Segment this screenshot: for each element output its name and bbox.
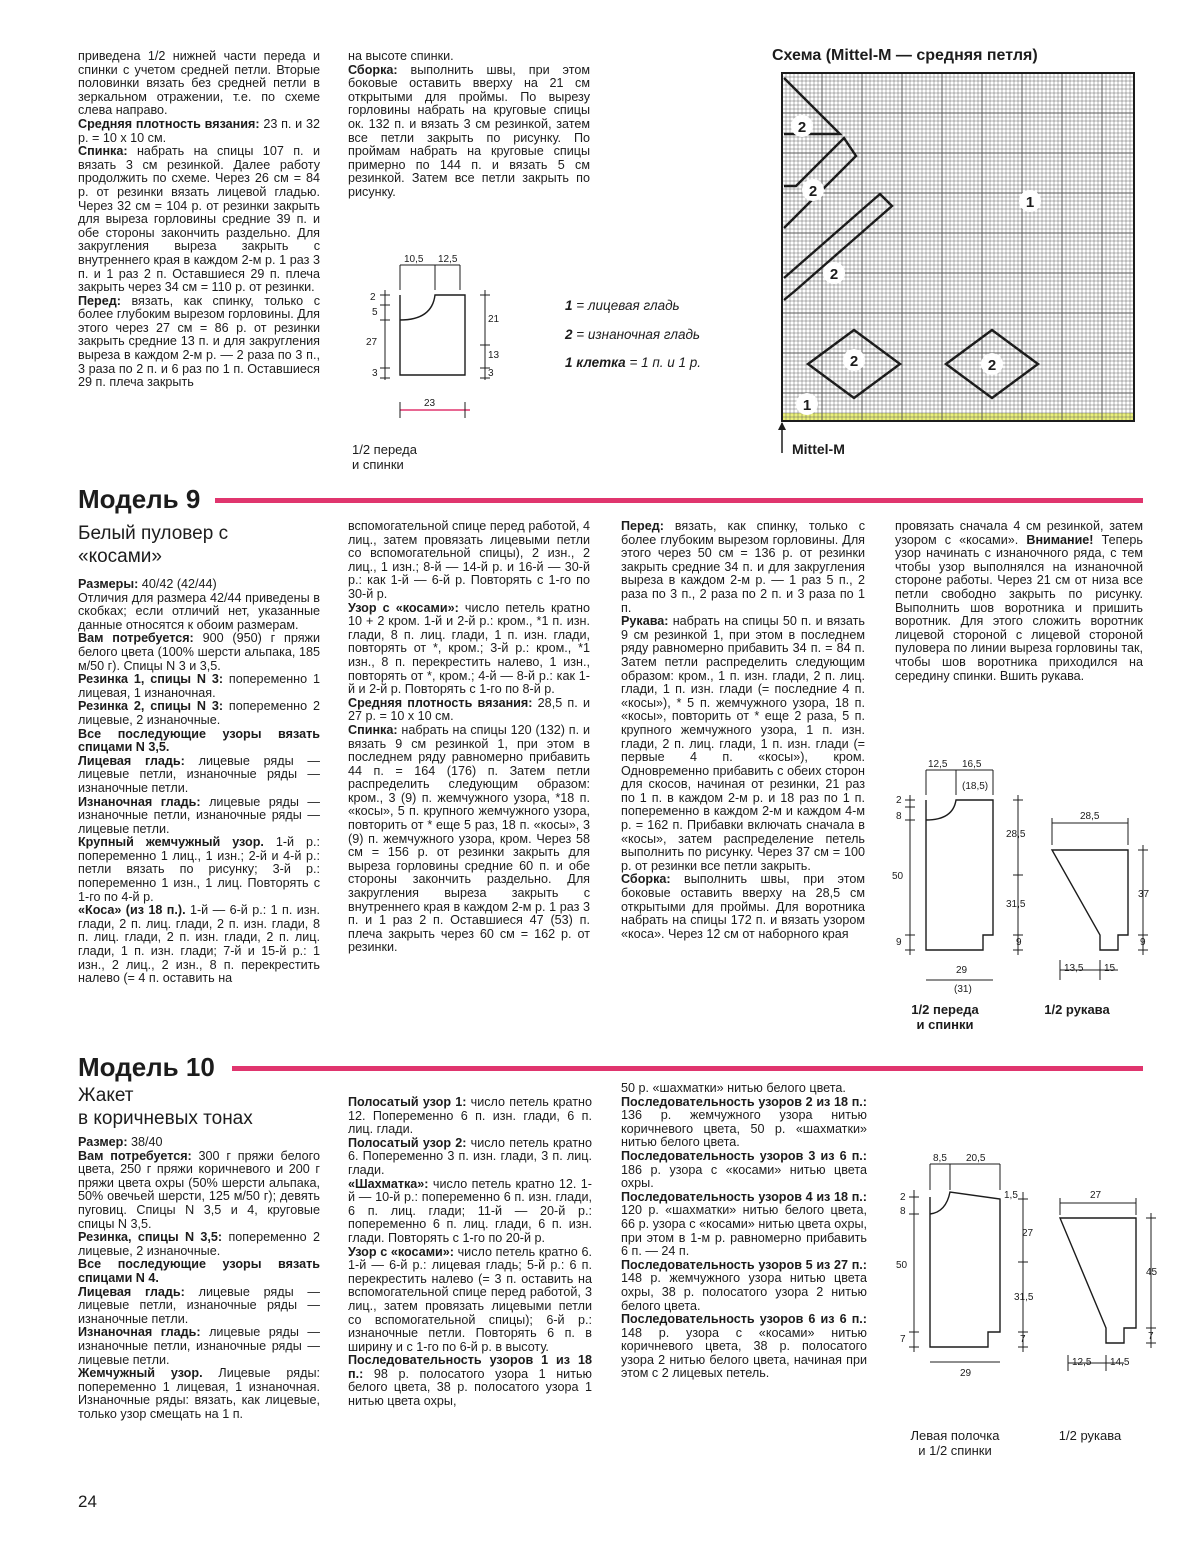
paragraph: Крупный жемчужный узор. 1-й р.: попеременно 1 лиц., 1 изн.; 2-й и 4-й р.: петли вязать по рисунку; 3-й р.: попеременно 1 изн., 1 лиц. Повторять с 1-го по 4-й р. xyxy=(78,835,320,904)
dim-label: 45 xyxy=(1146,1267,1158,1278)
paragraph xyxy=(78,728,320,755)
schema-label: 2 xyxy=(797,119,807,136)
paragraph: вспомогательной спице перед работой, 4 лиц., затем провязать лицевыми петли со вспомогательной спицы), 2 изн., 2 лиц., 1 изн.; 8-й — 14-й р. и 16-й — 30-й р.: как 1-й — 6-й р. Повторять с 1-го по 30-й р. xyxy=(348,519,590,601)
page-number: 24 xyxy=(78,1492,97,1511)
dim-label: 2 xyxy=(370,292,376,303)
model10-body-diagram xyxy=(888,1152,1038,1392)
paragraph-lead: Сборка: xyxy=(348,62,398,77)
model9-col2 xyxy=(348,520,590,955)
dim-label: 13,5 xyxy=(1064,963,1084,974)
dim-label: 9 xyxy=(896,937,902,948)
paragraph-lead: Последовательность узоров 2 из 18 п.: xyxy=(621,1094,867,1109)
model10-subtitle: Жакет в коричневых тонах xyxy=(78,1085,253,1129)
paragraph-lead: Спинка: xyxy=(348,722,398,737)
model9-col4 xyxy=(895,520,1143,683)
model10-col1 xyxy=(78,1136,320,1421)
dim-label: 12,5 xyxy=(1072,1357,1092,1368)
legend-item-1: 1 = лицевая гладь xyxy=(565,298,680,313)
model10-sleeve-caption: 1/2 рукава xyxy=(1058,1428,1122,1443)
dim-label: 13 xyxy=(488,350,500,361)
paragraph-lead: Последовательность узоров 5 из 27 п.: xyxy=(621,1257,867,1272)
paragraph-lead: Вам потребуется: xyxy=(78,631,194,646)
paragraph: Перед: вязать, как спинку, только с более глубоким вырезом горловины. Для этого через 27 см = 86 р. от резинки закрыть средние 13 п. и для закругления выреза в каждом 2-м р. — 2 раза по 3 п., 3 раза по 2 п. и 6 раз по 1 п. Оставшиеся 29 п. плеча закрыть xyxy=(78,293,320,390)
paragraph-lead: Лицевая гладь: xyxy=(78,753,185,768)
schema-label: 2 xyxy=(808,183,818,200)
dim-label: 7 xyxy=(1148,1331,1154,1342)
paragraph: Спинка: набрать на спицы 120 (132) п. и вязать 9 см резинкой 1, при этом в последнем ряду равномерно прибавить 44 п. = 164 (176) п. Затем петли распределить следующим образом: кром., 3 (9) п. жемчужного узора, *18 п. «косы», 5 п. крупного жемчужного узора, повторить от * еще 5 раз, 18 п. «косы», 3 (9) п. жемчужного узора, кром. Через 58 см = 156 р. от резинки закрыть для выреза горловины средние 60 п. и обе стороны закончить раздельно. Для закругления выреза закрыть с внутреннего края в каждом 2-м р. 1 раз 3 п. и 1 раз 2 п. Оставшиеся 47 (53) п. плеча закрыть через 60 см = 162 р. от резинки. xyxy=(348,722,590,955)
dim-label: 9 xyxy=(1016,937,1022,948)
model9-rule xyxy=(215,498,1143,503)
paragraph: Средняя плотность вязания: 23 п. и 32 р. = 10 х 10 см. xyxy=(78,116,320,145)
model10-sleeve-diagram xyxy=(1038,1183,1163,1383)
model9-body-caption: 1/2 переда и спинки xyxy=(911,1002,979,1032)
paragraph: Рукава: набрать на спицы 50 п. и вязать 9 см резинкой 1, при этом в последнем ряду равномерно прибавить 34 п. = 84 п. Затем петли распределить следующим образом: кром., 1 п. изн. глади, 2 п. лиц. глади, 1 п. изн. глади (= последние 4 п. «косы»), * 5 п. жемчужного узора, 18 п. «косы», повторить от * еще 2 раза, 5 п. крупного жемчужного узора, 1 п. изн. глади, 2 п. лиц. глади, 1 п. изн. глади (= первые 4 п. «косы»), кром. Одновременно прибавить с обеих сторон для скосов, начиная от резинки, 21 раз по 1 п. в каждом 2-м р. и 18 раз по 1 п. попеременно в каждом 2-м и каждом 4-м р. = 162 п. Прибавки включать сначала в «косы», затем распределение петель выполнить по рисунку. Через 37 см = 100 р. от резинки все петли закрыть. xyxy=(621,614,865,873)
dim-label: 5 xyxy=(372,307,378,318)
paragraph: Резинка 1, спицы N 3: попеременно 1 лицевая, 1 изнаночная. xyxy=(78,672,320,700)
dim-label: 8,5 xyxy=(933,1153,947,1164)
dim-label: 29 xyxy=(960,1368,972,1379)
paragraph-lead: Жемчужный узор. xyxy=(78,1366,203,1381)
paragraph-lead: Размер: xyxy=(78,1135,128,1149)
schema-title: Схема (Mittel-M — средняя петля) xyxy=(772,47,1038,64)
dim-label: 8 xyxy=(900,1206,906,1217)
paragraph-lead: Лицевая гладь: xyxy=(78,1284,185,1299)
dim-label: 21 xyxy=(488,314,500,325)
paragraph-lead: Узор с «косами»: xyxy=(348,1244,454,1259)
paragraph-lead: Перед: xyxy=(621,519,664,533)
model10-heading: Модель 10 xyxy=(78,1052,215,1082)
dim-label: 9 xyxy=(1140,937,1146,948)
schema-label: 2 xyxy=(829,266,839,283)
paragraph: Резинка 2, спицы N 3: попеременно 2 лицевые, 2 изнаночные. xyxy=(78,699,320,727)
dim-label: (31) xyxy=(954,984,972,995)
paragraph: Изнаночная гладь: лицевые ряды — изнаночные петли, изнаночные ряды — лицевые петли. xyxy=(78,794,320,836)
dim-label: 29 xyxy=(956,965,968,976)
paragraph: Размеры: 40/42 (42/44) xyxy=(78,577,217,591)
paragraph: 50 р. «шахматки» нитью белого цвета. xyxy=(621,1081,846,1095)
paragraph-lead: Резинка 2, спицы N 3: xyxy=(78,699,224,714)
dim-label: 20,5 xyxy=(966,1153,986,1164)
dim-label: 37 xyxy=(1138,889,1150,900)
paragraph-lead: Рукава: xyxy=(621,614,669,629)
model9-heading: Модель 9 xyxy=(78,484,201,514)
paragraph-lead: Все последующие узоры вязать спицами N 4. xyxy=(78,1257,320,1285)
top-col2 xyxy=(348,50,590,200)
paragraph: Вам потребуется: 300 г пряжи белого цвета, 250 г пряжи коричневого и 200 г пряжи цвета охры (50% шерсти альпака, 50% овечьей шерсти, 125 м/50 г); девять пуговиц. Спицы N 3,5 и 4, круговые спицы N 3,5. xyxy=(78,1148,320,1231)
paragraph-lead: Полосатый узор 1: xyxy=(348,1095,467,1109)
paragraph-lead: Перед: xyxy=(78,293,121,308)
paragraph: Узор с «косами»: число петель кратно 10 + 2 кром. 1-й и 2-й р.: кром., *1 п. изн. глади, 8 п. лиц. глади, 1 п. изн. глади, повторять от *, кром.; 3-й р.: кром., *1 изн., 8 п. перекрестить налево, 1 изн., повторять от *, кром.; 4-й — 8-й р.: как 1-й и 2-й р. Повторять с 1-го по 8-й р. xyxy=(348,600,590,697)
top-col1 xyxy=(78,50,320,390)
model9-col3 xyxy=(621,520,865,941)
model10-col2 xyxy=(348,1096,592,1409)
paragraph-lead: Последовательность узоров 3 из 6 п.: xyxy=(621,1148,867,1163)
dim-label: 7 xyxy=(900,1334,906,1345)
paragraph: Лицевая гладь: лицевые ряды — лицевые петли, изнаночные ряды — изнаночные петли. xyxy=(78,753,320,795)
dim-label: 3 xyxy=(488,368,494,379)
dim-label: 50 xyxy=(896,1260,908,1271)
paragraph-lead: Полосатый узор 2: xyxy=(348,1135,467,1150)
paragraph-lead: Изнаночная гладь: xyxy=(78,1325,201,1340)
paragraph-lead: Последовательность узоров 6 из 6 п.: xyxy=(621,1312,867,1327)
paragraph: провязать сначала 4 см резинкой, затем узором с «косами». Внимание! Теперь узор начинать с изнаночного ряда, с тем чтобы узор выполнялся на изнаночной стороне работы. Через 21 см от низа все петли свободно закрыть по рисунку. Выполнить шов воротника и пришить воротник. Для этого сложить воротник лицевой стороной с лицевой стороной пуловера по линии выреза горловины так, чтобы шов воротника приходился на середину спинки. Вшить рукава. xyxy=(895,519,1143,683)
paragraph: Последовательность узоров 5 из 27 п.: 148 р. жемчужного узора нитью цвета охры, 38 р. полосатого узора 2 нитью белого цвета. xyxy=(621,1257,867,1313)
paragraph-lead: Резинка 1, спицы N 3: xyxy=(78,672,224,687)
paragraph xyxy=(78,1258,320,1285)
paragraph: «Коса» (из 18 п.). 1-й — 6-й р.: 1 п. изн. глади, 2 п. лиц. глади, 2 п. изн. глади, 8 п. лиц. глади, 2 п. изн. глади, 2 п. лиц. глади, 1 п. изн. глади; 7-й и 15-й р.: 1 изн., 2 лиц., 2 изн., 8 п. перекрестить налево (= 4 п. оставить на xyxy=(78,903,320,986)
dim-label: 10,5 xyxy=(404,254,424,265)
paragraph: Последовательность узоров 6 из 6 п.: 148 р. узора с «косами» нитью коричневого цвета, 38 р. полосатого узора 2 нитью белого цвета, начиная при этом с 2 лицевых петель. xyxy=(621,1312,867,1381)
dim-label: 7 xyxy=(1020,1334,1026,1345)
paragraph-emphasis: Внимание! xyxy=(1026,532,1094,547)
model9-sleeve-diagram xyxy=(1030,805,1155,990)
dim-label: 15 xyxy=(1104,963,1116,974)
dim-label: 28,5 xyxy=(1006,829,1026,840)
dim-label: 14,5 xyxy=(1110,1357,1130,1368)
paragraph: «Шахматка»: число петель кратно 12. 1-й — 10-й р.: попеременно 6 п. изн. глади, 6 п. лиц. глади; 11-й — 20-й р.: попеременно 6 п. лиц. глади, 6 п. изн. глади. Повторять с 1-го по 20-й р. xyxy=(348,1176,592,1245)
paragraph: Спинка: набрать на спицы 107 п. и вязать 3 см резинкой. Далее работу продолжить по схеме. Через 26 см = 84 р. от резинки вязать лицевой гладью. Через 32 см = 104 р. от резинки закрыть для выреза горловины средние 39 п. и обе стороны закончить раздельно. Для закругления выреза закрыть с внутреннего края в каждом 2-м р. 1 раз 3 п. и 1 раз 2 п. Оставшиеся 29 п. плеча закрыть через 34 см = 110 р. от резинки. xyxy=(78,144,320,295)
paragraph-lead: «Коса» (из 18 п.). xyxy=(78,903,186,918)
paragraph: Жемчужный узор. Лицевые ряды: попеременно 1 лицевая, 1 изнаночная. Изнаночные ряды: вязать, как лицевые, только узор смещать на 1 п. xyxy=(78,1366,320,1421)
paragraph-lead: Узор с «косами»: xyxy=(348,600,459,615)
dim-label: 28,5 xyxy=(1080,811,1100,822)
dim-label: 8 xyxy=(896,811,902,822)
legend-item-2: 2 = изнаночная гладь xyxy=(565,327,701,342)
paragraph-lead: Резинка, спицы N 3,5: xyxy=(78,1230,223,1245)
dim-label: 27 xyxy=(366,337,378,348)
paragraph-lead: Спинка: xyxy=(78,144,128,159)
model9-sleeve-caption: 1/2 рукава xyxy=(1044,1002,1110,1017)
dim-label: 2 xyxy=(896,795,902,806)
dim-label: 23 xyxy=(424,398,436,409)
model10-rule xyxy=(232,1066,1143,1071)
dim-label: 16,5 xyxy=(962,759,982,770)
paragraph-lead: Средняя плотность вязания: xyxy=(348,695,533,710)
paragraph: на высоте спинки. xyxy=(348,49,454,63)
paragraph: Изнаночная гладь: лицевые ряды — изнаночные петли, изнаночные ряды — лицевые петли. xyxy=(78,1325,320,1367)
paragraph-lead: Последовательность узоров 4 из 18 п.: xyxy=(621,1189,867,1204)
dim-label: 1,5 xyxy=(1004,1190,1018,1201)
paragraph: Средняя плотность вязания: 28,5 п. и 27 р. = 10 х 10 см. xyxy=(348,695,590,724)
paragraph-lead: Изнаночная гладь: xyxy=(78,794,201,809)
dim-label: 3 xyxy=(372,368,378,379)
dim-label: 27 xyxy=(1090,1190,1102,1201)
paragraph: Вам потребуется: 900 (950) г пряжи белого цвета (100% шерсти альпака, 185 м/50 г). Спицы N 3 и 3,5. xyxy=(78,631,321,673)
paragraph-lead: Крупный жемчужный узор. xyxy=(78,835,264,850)
model10-col3 xyxy=(621,1082,867,1381)
paragraph-lead: Сборка: xyxy=(621,872,671,887)
paragraph: Сборка: выполнить швы, при этом боковые оставить вверху на 28,5 см открытыми для проймы. Для воротника набрать на спицы 172 п. и вязать узором «коса». Через 12 см от наборного края xyxy=(621,872,865,941)
legend-item-3: 1 клетка = 1 п. и 1 р. xyxy=(565,355,702,370)
dim-label: 50 xyxy=(892,871,904,882)
paragraph-lead: Размеры: xyxy=(78,577,139,591)
schema-label: 1 xyxy=(1025,194,1035,211)
paragraph-lead: Все последующие узоры вязать спицами N 3,5. xyxy=(78,726,320,755)
paragraph: приведена 1/2 нижней части переда и спинки с учетом средней петли. Вторые половинки вязать без средней петли в зеркальном отражении, т.е. по схеме слева направо. xyxy=(78,49,320,118)
dim-label: 31,5 xyxy=(1006,899,1026,910)
schema-label: 2 xyxy=(987,357,997,374)
paragraph-lead: Последовательность узоров 1 из 18 п.: xyxy=(348,1353,592,1381)
dim-label: 12,5 xyxy=(928,759,948,770)
dim-label: 2 xyxy=(900,1192,906,1203)
model10-body-caption: Левая полочка и 1/2 спинки xyxy=(910,1428,1000,1458)
model9-body-diagram xyxy=(888,755,1028,995)
paragraph: Резинка, спицы N 3,5: попеременно 2 лицевые, 2 изнаночные. xyxy=(78,1230,321,1258)
schema-label: 2 xyxy=(849,353,859,370)
dim-label: 27 xyxy=(1022,1228,1034,1239)
model9-col1 xyxy=(78,578,320,986)
dim-label: (18,5) xyxy=(962,781,989,792)
paragraph-lead: Вам потребуется: xyxy=(78,1148,192,1163)
paragraph: Перед: вязать, как спинку, только с более глубоким вырезом горловины. Для этого через 50 см = 136 р. от резинки закрыть средние 34 п. и для закругления выреза в каждом 2-м р. — 1 раз 5 п., 2 раза по 3 п., 2 раза по 2 п. и 3 раза по 1 п. xyxy=(621,519,865,615)
dim-label: 31,5 xyxy=(1014,1292,1034,1303)
schema-grid xyxy=(770,68,1142,458)
paragraph: Последовательность узоров 3 из 6 п.: 186 р. узора с «косами» нитью цвета охры. xyxy=(621,1148,867,1191)
paragraph: Полосатый узор 1: число петель кратно 12. Попеременно 6 п. изн. глади, 6 п. лиц. глади. xyxy=(348,1095,592,1137)
paragraph: Последовательность узоров 2 из 18 п.: 136 р. жемчужного узора нитью коричневого цвета, 50 р. «шахматки» нитью белого цвета. xyxy=(621,1094,867,1150)
model9-subtitle: Белый пуловер с «косами» xyxy=(78,523,229,567)
schema-label: 1 xyxy=(802,397,812,414)
paragraph: Узор с «косами»: число петель кратно 6. 1-й — 6-й р.: лицевая гладь; 5-й р.: 6 п. перекрестить налево (= 3 п. оставить на вспомогательной спице перед работой, 3 лиц., затем провязать лицевыми петли со вспомогательной спицы); 6-й р.: изнаночные петли. Повторять 6 п. в ширину и с 1-го по 6-й р. в высоту. xyxy=(348,1244,592,1354)
paragraph-lead: Средняя плотность вязания: xyxy=(78,116,260,131)
paragraph: Последовательность узоров 1 из 18 п.: 98 р. полосатого узора 1 нитью белого цвета, 38 р. полосатого узора 1 нитью цвета охры, xyxy=(348,1353,592,1409)
paragraph: Лицевая гладь: лицевые ряды — лицевые петли, изнаночные ряды — изнаночные петли. xyxy=(78,1284,320,1326)
paragraph: Сборка: выполнить швы, при этом боковые оставить вверху на 21 см открытыми для проймы. По вырезу горловины набрать на круговые спицы ок. 132 п. и вязать 3 см резинкой, затем все петли закрыть по рисунку. По проймам набрать на круговые спицы примерно по 144 п. и вязать 5 см резинкой. Затем все петли закрыть по рисунку. xyxy=(348,62,590,199)
paragraph: Отличия для размера 42/44 приведены в скобках; если отличий нет, указанные данные относятся к обоим размерам. xyxy=(78,590,320,632)
paragraph-lead: «Шахматка»: xyxy=(348,1176,429,1191)
paragraph: Полосатый узор 2: число петель кратно 6. Попеременно 3 п. изн. глади, 3 п. лиц. глади. xyxy=(348,1135,592,1177)
paragraph: Размер: 38/40 xyxy=(78,1135,163,1149)
paragraph: Последовательность узоров 4 из 18 п.: 120 р. «шахматки» нитью белого цвета, 66 р. узора с «косами» нитью цвета охры, при этом в 1-м р. равномерно прибавить 6 п. — 24 п. xyxy=(621,1189,867,1259)
diagram-caption: 1/2 переда и спинки xyxy=(352,442,417,472)
half-front-diagram xyxy=(360,250,510,430)
dim-label: 12,5 xyxy=(438,254,458,265)
schema-mittel-label: Mittel-M xyxy=(792,441,845,457)
